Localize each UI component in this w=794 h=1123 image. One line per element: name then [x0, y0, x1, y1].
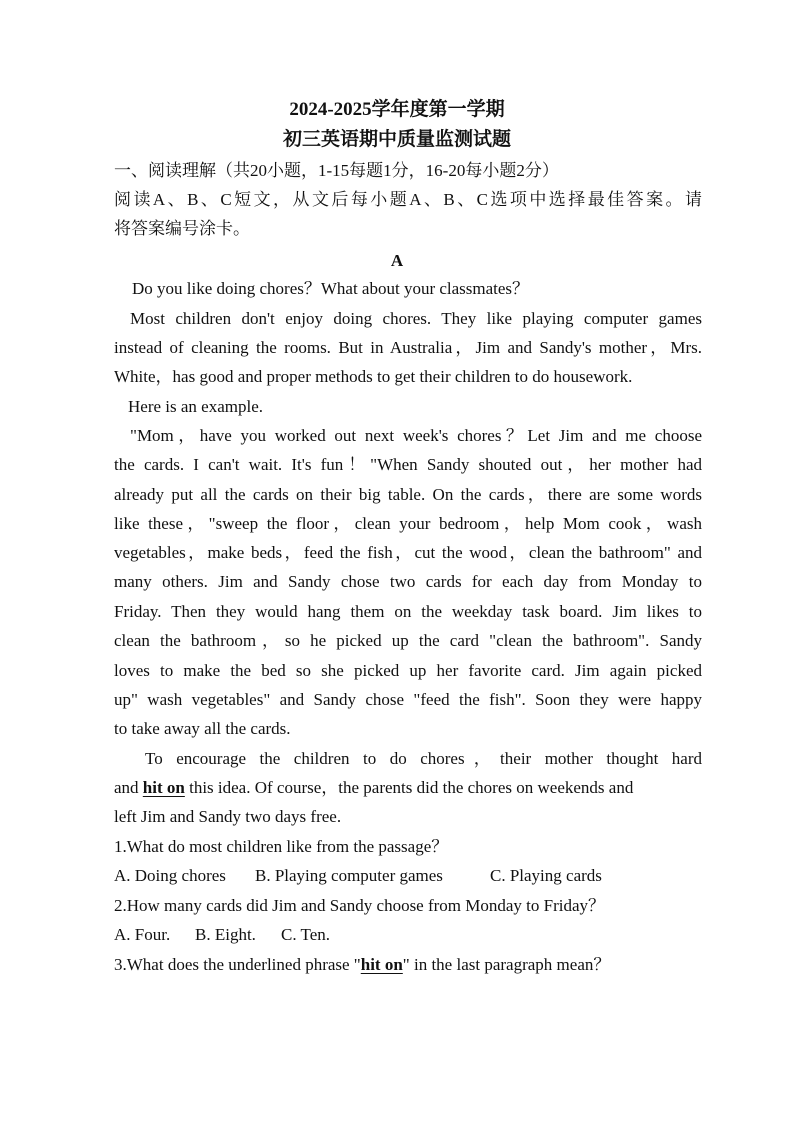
question-1-option-c[interactable]: C. Playing cards: [490, 866, 602, 885]
section-instruction-line-2: 将答案编号涂卡。: [114, 219, 250, 238]
question-2-options: [114, 924, 702, 946]
exam-title-subject: 初三英语期中质量监测试题: [282, 129, 511, 150]
question-1-options: [114, 865, 702, 887]
question-1-option-b[interactable]: B. Playing computer games: [255, 866, 443, 885]
question-1-option-a[interactable]: A. Doing chores: [114, 866, 226, 885]
passage-line: instead of cleaning the rooms. But in Australia，Jim and Sandy's mother，Mrs.: [114, 338, 702, 357]
question-1-stem: 1.What do most children like from the passage？: [114, 837, 449, 856]
underlined-phrase: hit on: [360, 955, 403, 974]
passage-line: many others. Jim and Sandy chose two cards for each day from Monday to: [114, 572, 702, 591]
passage-text: and: [114, 778, 143, 797]
passage-line: Here is an example.: [128, 397, 263, 416]
question-2-option-a[interactable]: A. Four.: [114, 925, 171, 944]
section-heading: 一、阅读理解（共20小题，1-15每题1分，16-20每小题2分）: [114, 161, 559, 180]
passage-line: loves to make the bed so she picked up her favorite card. Jim again picked: [114, 661, 702, 680]
passage-line: Do you like doing chores？What about your classmates？: [132, 279, 530, 298]
question-3-text: " in the last paragraph mean？: [402, 955, 611, 974]
underlined-phrase: hit on: [142, 778, 185, 797]
passage-line: clean the bathroom，so he picked up the card "clean the bathroom". Sandy: [114, 631, 702, 650]
passage-line: to take away all the cards.: [114, 719, 291, 738]
passage-label: A: [390, 251, 404, 270]
passage-text: this idea. Of course，the parents did the chores on weekends and: [184, 778, 634, 797]
passage-line: up" wash vegetables" and Sandy chose "feed the fish". Soon they were happy: [114, 690, 702, 709]
question-3-text: 3.What does the underlined phrase ": [114, 955, 361, 974]
passage-line: "Mom，have you worked out next week's chores？Let Jim and me choose: [130, 426, 702, 445]
passage-line: White，has good and proper methods to get their children to do housework.: [114, 367, 633, 386]
question-2-option-c[interactable]: C. Ten.: [281, 925, 331, 944]
passage-line: already put all the cards on their big table. On the cards，there are some words: [114, 485, 702, 504]
passage-line: Friday. Then they would hang them on the weekday task board. Jim likes to: [114, 602, 702, 621]
question-3-stem: [114, 954, 702, 976]
exam-title-year: 2024-2025学年度第一学期: [289, 99, 505, 120]
passage-line: vegetables，make beds，feed the fish，cut the wood，clean the bathroom" and: [114, 543, 702, 562]
passage-line: the cards. I can't wait. It's fun！"When Sandy shouted out，her mother had: [114, 455, 702, 474]
question-2-stem: 2.How many cards did Jim and Sandy choose from Monday to Friday？: [114, 896, 606, 915]
passage-line: left Jim and Sandy two days free.: [114, 807, 342, 826]
passage-line: Most children don't enjoy doing chores. They like playing computer games: [130, 309, 702, 328]
passage-line: To encourage the children to do chores，their mother thought hard: [145, 749, 702, 768]
section-instruction-line-1: 阅读A、B、C短文，从文后每小题A、B、C选项中选择最佳答案。请: [114, 190, 702, 209]
passage-line-with-underline: [114, 777, 702, 799]
passage-line: like these，"sweep the floor，clean your bedroom，help Mom cook，wash: [114, 514, 702, 533]
question-2-option-b[interactable]: B. Eight.: [195, 925, 256, 944]
